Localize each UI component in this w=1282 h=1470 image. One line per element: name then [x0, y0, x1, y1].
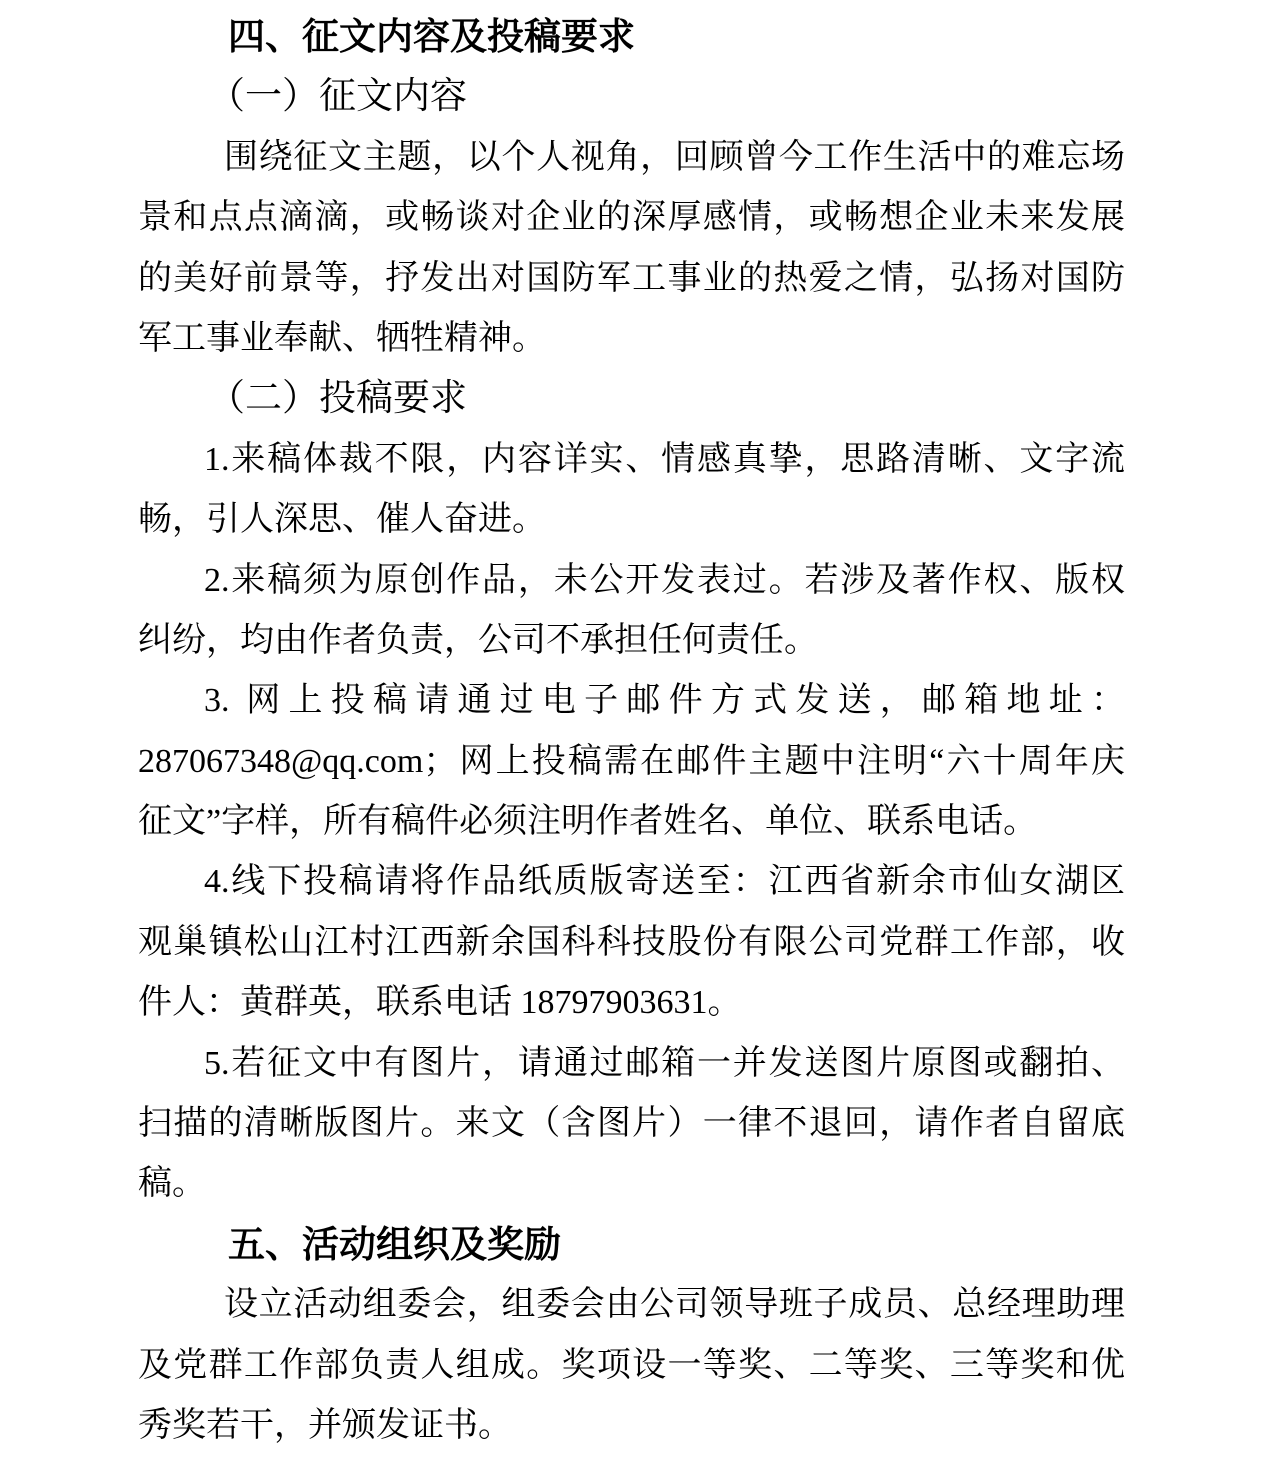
item-5-line-1: 5.若征文中有图片，请通过邮箱一并发送图片原图或翻拍、 — [204, 1044, 1125, 1082]
item-1-line-1: 1.来稿体裁不限，内容详实、情感真挚，思路清晰、文字流 — [204, 440, 1125, 478]
para-content-line-2: 景和点点滴滴，或畅谈对企业的深厚感情，或畅想企业未来发展 — [138, 199, 1125, 237]
item-4-line-1: 4.线下投稿请将作品纸质版寄送至：江西省新余市仙女湖区 — [204, 863, 1125, 901]
para-awards-line-2: 及党群工作部负责人组成。奖项设一等奖、二等奖、三等奖和优 — [138, 1346, 1125, 1384]
item-4-line-3: 件人：黄群英，联系电话 18797903631。 — [138, 984, 742, 1022]
subsection-2-heading: （二）投稿要求 — [208, 378, 467, 420]
item-3-line-3: 征文”字样，所有稿件必须注明作者姓名、单位、联系电话。 — [138, 803, 1038, 841]
para-awards-line-1: 设立活动组委会，组委会由公司领导班子成员、总经理助理 — [224, 1286, 1125, 1324]
item-2-line-2: 纠纷，均由作者负责，公司不承担任何责任。 — [138, 621, 818, 659]
section-4-heading: 四、征文内容及投稿要求 — [228, 16, 635, 57]
para-awards-line-3: 秀奖若干，并颁发证书。 — [138, 1406, 512, 1444]
item-2-line-1: 2.来稿须为原创作品，未公开发表过。若涉及著作权、版权 — [204, 561, 1125, 599]
para-content-line-1: 围绕征文主题，以个人视角，回顾曾今工作生活中的难忘场 — [224, 138, 1125, 176]
para-content-line-4: 军工事业奉献、牺牲精神。 — [138, 319, 546, 357]
item-3-line-1: 3. 网上投稿请通过电子邮件方式发送，邮箱地址： — [204, 682, 1125, 720]
subsection-1-heading: （一）征文内容 — [208, 76, 467, 118]
section-5-heading: 五、活动组织及奖励 — [228, 1223, 561, 1265]
item-1-line-2: 畅，引人深思、催人奋进。 — [138, 501, 546, 539]
item-5-line-2: 扫描的清晰版图片。来文（含图片）一律不退回，请作者自留底 — [138, 1105, 1125, 1143]
para-content-line-3: 的美好前景等，抒发出对国防军工事业的热爱之情，弘扬对国防 — [138, 259, 1125, 297]
item-5-line-3: 稿。 — [138, 1165, 206, 1203]
item-3-line-2: 287067348@qq.com；网上投稿需在邮件主题中注明“六十周年庆 — [138, 742, 1125, 780]
item-4-line-2: 观巢镇松山江村江西新余国科科技股份有限公司党群工作部，收 — [138, 923, 1125, 961]
